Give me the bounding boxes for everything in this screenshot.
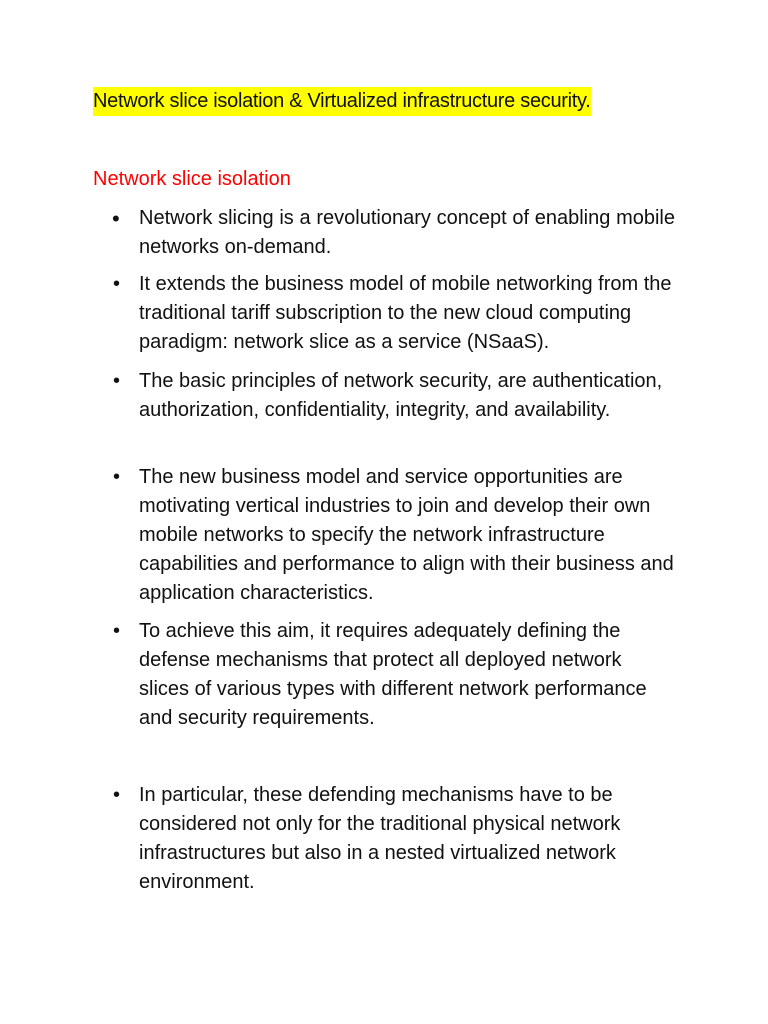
bullet-icon: • bbox=[112, 206, 120, 231]
bullet-icon: • bbox=[113, 784, 121, 806]
bullet-icon: • bbox=[113, 273, 121, 295]
bullet-icon: • bbox=[113, 370, 121, 392]
document-title: Network slice isolation & Virtualized infrastructure security. bbox=[93, 87, 591, 116]
bullet-text: To achieve this aim, it requires adequately defining the defense mechanisms that protect all deployed network slices of various types with different network performance and security requirements. bbox=[139, 620, 647, 729]
bullet-text: It extends the business model of mobile networking from the traditional tariff subscription to the new cloud computing paradigm: network slice as a service (NSaaS). bbox=[139, 273, 672, 353]
bullet-text: In particular, these defending mechanisms have to be considered not only for the traditional physical network infrastructures but also in a nested virtualized network environment. bbox=[139, 784, 621, 893]
section-heading: Network slice isolation bbox=[93, 168, 291, 190]
bullet-icon: • bbox=[113, 620, 121, 642]
bullet-text: Network slicing is a revolutionary concept of enabling mobile networks on-demand. bbox=[139, 207, 675, 258]
bullet-text: The basic principles of network security, are authentication, authorization, confidentiality, integrity, and availability. bbox=[139, 370, 663, 421]
bullet-text: The new business model and service opportunities are motivating vertical industries to join and develop their own mobile networks to specify the network infrastructure capabilities and performance to align with their business and application characteristics. bbox=[139, 466, 674, 604]
bullet-icon: • bbox=[113, 466, 121, 488]
